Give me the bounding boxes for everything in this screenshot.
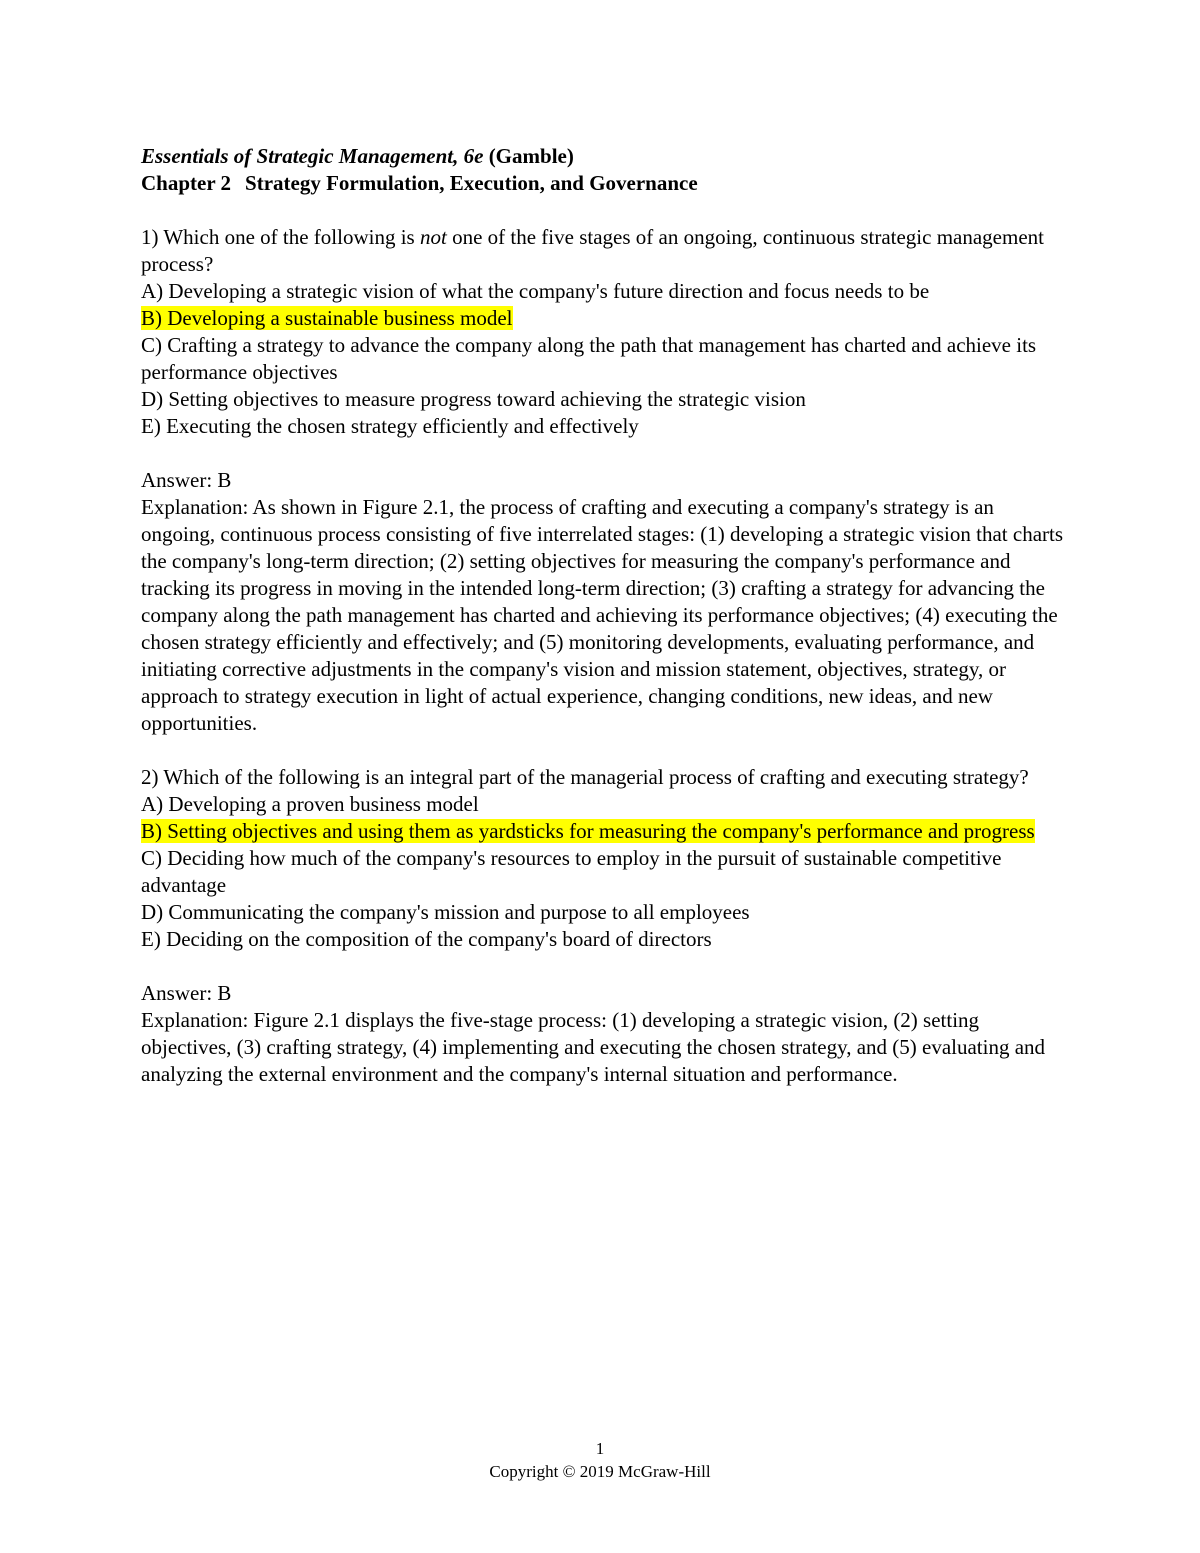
highlighted-answer: B) Setting objectives and using them as yardsticks for measuring the company's performance and progress xyxy=(141,819,1035,843)
option-a: A) Developing a strategic vision of what the company's future direction and focus needs to be xyxy=(141,279,930,303)
option-e: E) Executing the chosen strategy efficiently and effectively xyxy=(141,414,639,438)
option-c: C) Crafting a strategy to advance the company along the path that management has charted and achieve its performance objectives xyxy=(141,333,1037,384)
explanation-text: Explanation: Figure 2.1 displays the five-stage process: (1) developing a strategic vision, (2) setting objectives, (3) crafting strategy, (4) implementing and executing the chosen strategy, and (5) evaluating and analyzing the external environment and the company's internal situation and performance. xyxy=(141,1008,1046,1086)
answer-line: Answer: B xyxy=(141,468,232,492)
chapter-heading xyxy=(141,170,1066,197)
spacer xyxy=(141,440,1066,467)
author-name: (Gamble) xyxy=(488,144,574,168)
explanation-text: Explanation: As shown in Figure 2.1, the process of crafting and executing a company's strategy is an ongoing, continuous process consisting of five interrelated stages: (1) developing a strategic vision that charts the company's long-term direction; (2) setting objectives for measuring the company's performance and tracking its progress in moving in the intended long-term direction; (3) crafting a strategy for advancing the company along the path management has charted and achieving its performance objectives; (4) executing the chosen strategy efficiently and effectively; and (5) monitoring developments, evaluating performance, and initiating corrective adjustments in the company's vision and mission statement, objectives, strategy, or approach to strategy execution in light of actual experience, changing conditions, new ideas, and new opportunities. xyxy=(141,495,1064,735)
question-stem: 2) Which of the following is an integral part of the managerial process of crafting and executing strategy? xyxy=(141,765,1029,789)
book-title: Essentials of Strategic Management, 6e xyxy=(141,144,484,168)
chapter-title: Strategy Formulation, Execution, and Governance xyxy=(245,171,698,195)
question-stem xyxy=(141,224,1066,278)
question-stem-start: 1) Which one of the following is xyxy=(141,225,420,249)
question-stem-emphasis: not xyxy=(419,225,447,249)
chapter-label: Chapter 2 xyxy=(141,171,232,195)
option-b-correct xyxy=(141,818,1066,845)
option-c: C) Deciding how much of the company's resources to employ in the pursuit of sustainable competitive advantage xyxy=(141,846,1002,897)
spacer xyxy=(141,737,1066,764)
page-number: 1 xyxy=(595,1439,605,1458)
document-title xyxy=(141,143,1066,170)
option-d: D) Setting objectives to measure progress toward achieving the strategic vision xyxy=(141,387,806,411)
highlighted-answer: B) Developing a sustainable business model xyxy=(141,306,513,330)
question-2 xyxy=(141,764,1066,1088)
option-b-correct xyxy=(141,305,1066,332)
copyright-notice: Copyright © 2019 McGraw-Hill xyxy=(489,1462,711,1481)
option-a: A) Developing a proven business model xyxy=(141,792,479,816)
answer-line: Answer: B xyxy=(141,981,232,1005)
spacer xyxy=(141,953,1066,980)
spacer xyxy=(141,197,1066,224)
question-1 xyxy=(141,224,1066,737)
question-stem-end: one of the five stages of an ongoing, continuous strategic management process? xyxy=(141,225,1044,276)
option-d: D) Communicating the company's mission and purpose to all employees xyxy=(141,900,750,924)
page-body xyxy=(141,143,1066,1088)
option-e: E) Deciding on the composition of the company's board of directors xyxy=(141,927,712,951)
